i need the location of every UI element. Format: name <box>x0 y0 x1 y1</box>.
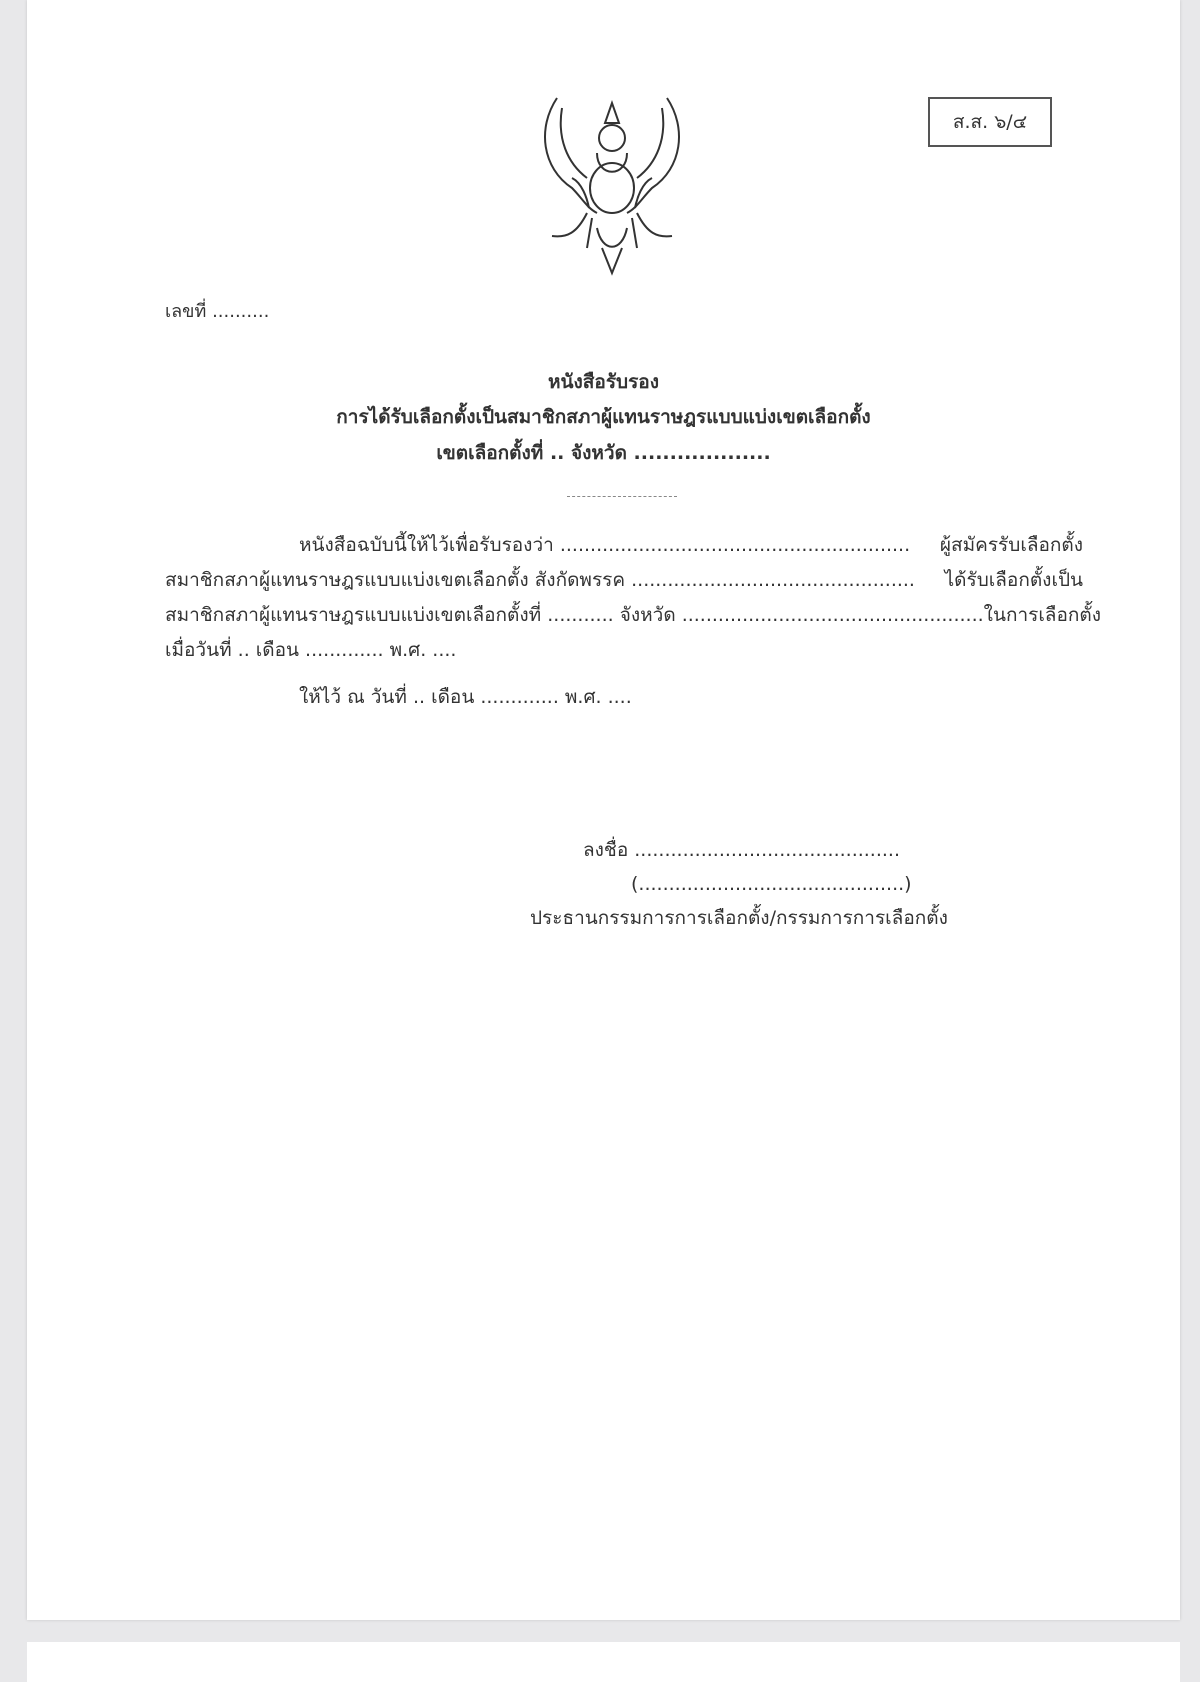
body-text: หนังสือฉบับนี้ให้ไว้เพื่อรับรองว่า .......................................................... <box>299 534 911 556</box>
body-line-1 <box>165 528 1083 563</box>
certificate-body <box>165 528 1101 668</box>
document-number: เลขที่ .......... <box>165 301 270 322</box>
body-text: ในการเลือกตั้ง <box>983 604 1101 626</box>
given-on-date: ให้ไว้ ณ วันที่ .. เดือน ............. พ.ศ. .... <box>299 686 632 708</box>
body-text: ได้รับเลือกตั้งเป็น <box>944 569 1083 591</box>
signatory-position: ประธานกรรมการการเลือกตั้ง/กรรมการการเลือกตั้ง <box>530 907 948 929</box>
body-text: ผู้สมัครรับเลือกตั้ง <box>939 534 1083 556</box>
signature-line: ลงชื่อ ............................................ <box>583 839 901 861</box>
separator <box>567 496 677 497</box>
body-text: สมาชิกสภาผู้แทนราษฎรแบบแบ่งเขตเลือกตั้ง สังกัดพรรค ............................................... <box>165 569 915 591</box>
garuda-emblem-icon <box>527 88 697 278</box>
title-line-3: เขตเลือกตั้งที่ .. จังหวัด ................... <box>436 442 771 464</box>
body-text: เมื่อวันที่ .. เดือน ............. พ.ศ. .... <box>165 639 457 661</box>
title-line-2: การได้รับเลือกตั้งเป็นสมาชิกสภาผู้แทนราษฎรแบบแบ่งเขตเลือกตั้ง <box>336 406 871 428</box>
body-line-2 <box>165 563 1083 598</box>
document-page <box>27 0 1180 1620</box>
form-code-box: ส.ส. ๖/๔ <box>928 97 1052 147</box>
body-line-3 <box>165 598 1101 633</box>
body-line-4 <box>165 633 1083 668</box>
body-text: สมาชิกสภาผู้แทนราษฎรแบบแบ่งเขตเลือกตั้งที่ ........... จังหวัด .................................................. <box>165 604 984 626</box>
title-line-1: หนังสือรับรอง <box>548 371 659 393</box>
signatory-name: (............................................) <box>631 873 912 895</box>
next-page <box>27 1642 1180 1682</box>
